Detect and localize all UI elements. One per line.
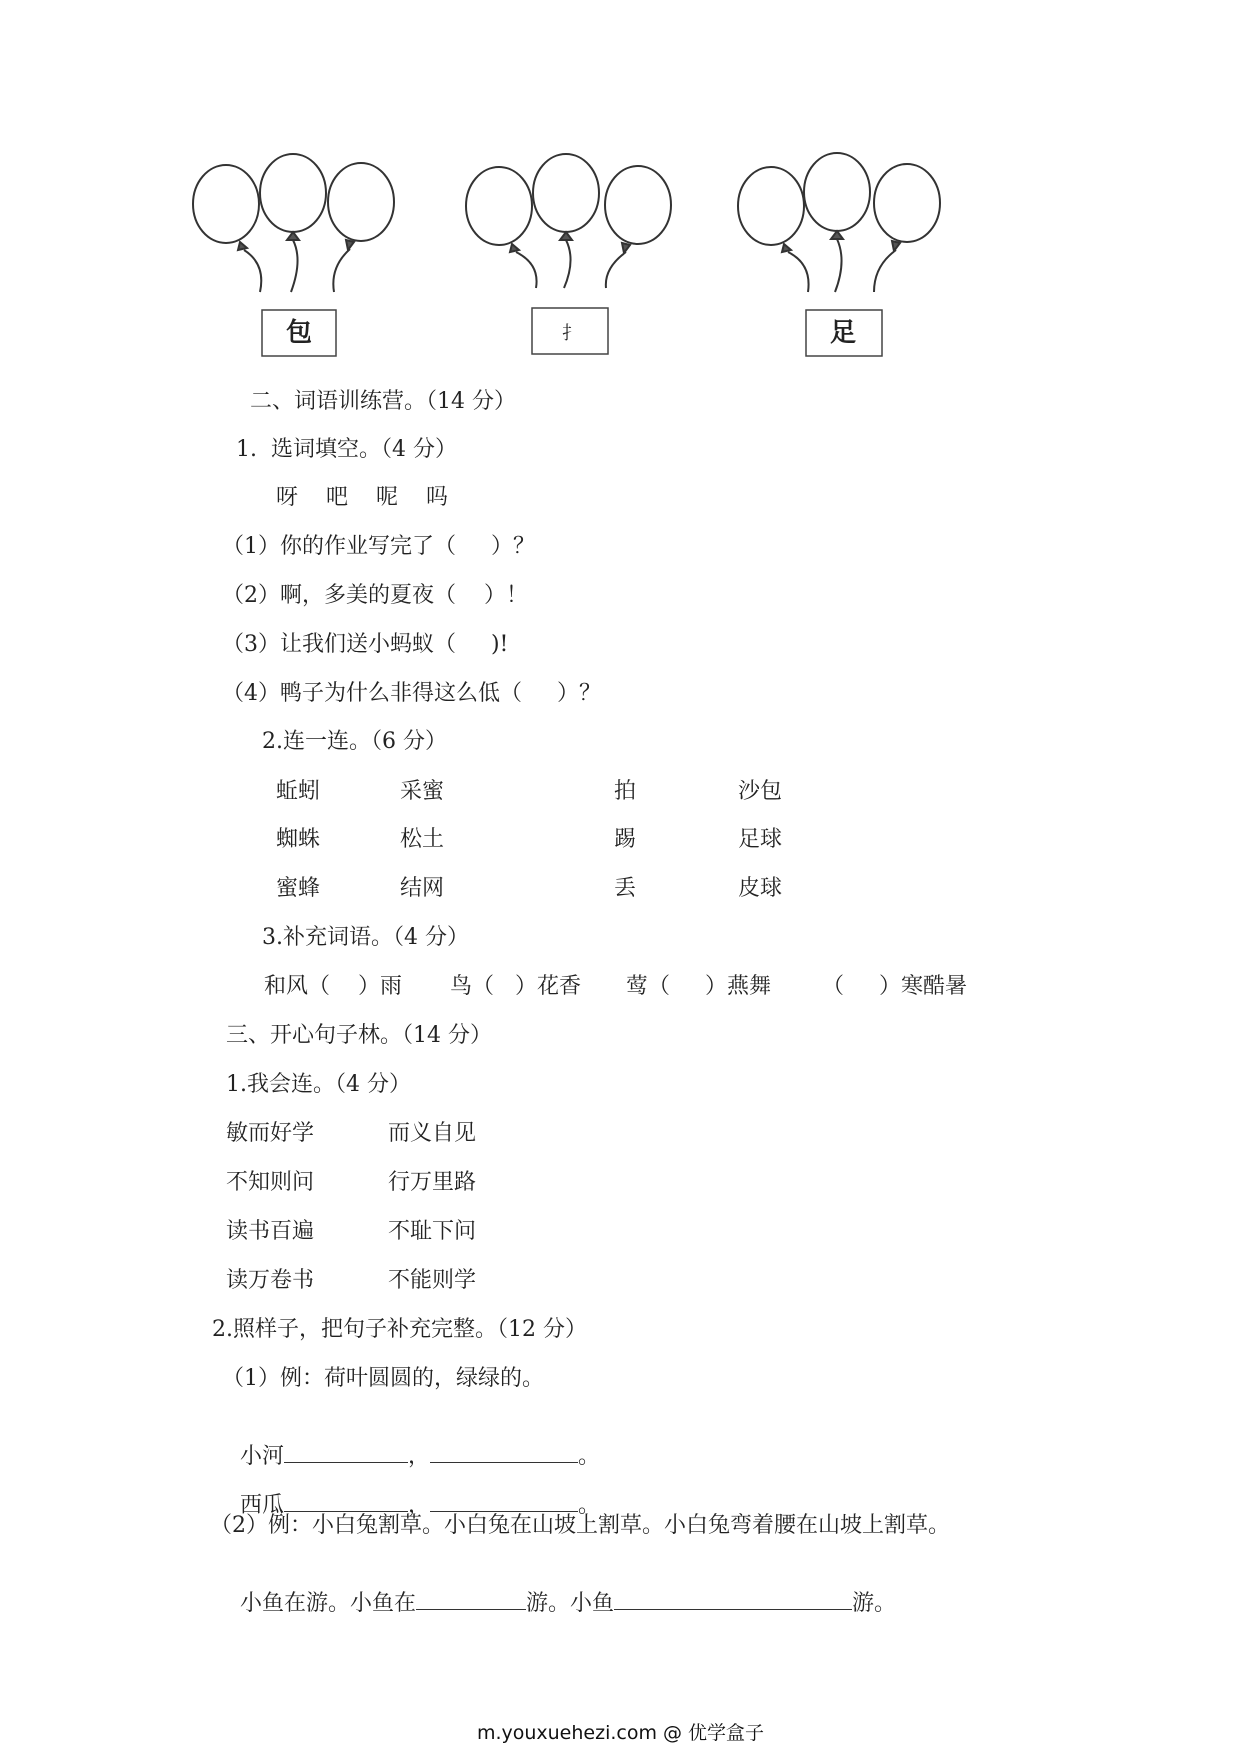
- word-option: 呢: [376, 485, 399, 510]
- proverb-right: 而义自见: [388, 1121, 477, 1146]
- balloon-illustration: [0, 0, 1241, 380]
- match-word: 蜜蜂: [276, 876, 321, 901]
- fill-blank-item: （3）让我们送小蚂蚁（ )!: [222, 632, 509, 657]
- section2-q1-title: 1. 选词填空。（4 分）: [236, 437, 457, 462]
- blank[interactable]: [284, 1491, 408, 1512]
- blank[interactable]: [284, 1442, 408, 1463]
- idiom-item: 莺（ ）燕舞: [626, 974, 771, 999]
- answer-line-3: 小鱼在游。小鱼在 游。小鱼 游。: [240, 1591, 897, 1616]
- match-word: 松土: [400, 827, 445, 852]
- proverb-left: 敏而好学: [226, 1121, 315, 1146]
- match-word: 皮球: [738, 876, 783, 901]
- word-option: 呀: [276, 485, 299, 510]
- fill-blank-item: （4）鸭子为什么非得这么低（ ）？: [222, 681, 601, 706]
- match-word: 踢: [614, 827, 637, 852]
- section2-title: 二、词语训练营。（14 分）: [250, 389, 516, 414]
- proverb-left: 读万卷书: [226, 1268, 315, 1293]
- fill-blank-item: （1）你的作业写完了（ ）？: [222, 534, 535, 559]
- idiom-item: 鸟（ ）花香: [450, 974, 581, 999]
- match-word: 沙包: [738, 779, 783, 804]
- blank[interactable]: [430, 1442, 578, 1463]
- section3-q2-title: 2.照样子，把句子补充完整。（12 分）: [212, 1317, 587, 1342]
- answer-line-2: 西瓜 ， 。: [240, 1493, 601, 1518]
- balloon-box-char-3: 足: [830, 318, 857, 348]
- proverb-left: 不知则问: [226, 1170, 315, 1195]
- match-word: 蜘蛛: [276, 827, 321, 852]
- word-option: 吗: [426, 485, 449, 510]
- idiom-item: 和风（ ）雨: [264, 974, 402, 999]
- answer-line-1: 小河 ， 。: [240, 1444, 601, 1469]
- word-option: 吧: [326, 485, 349, 510]
- section3-title: 三、开心句子林。（14 分）: [226, 1023, 492, 1048]
- match-word: 足球: [738, 827, 783, 852]
- idiom-item: （ ）寒酷暑: [822, 974, 967, 999]
- match-word: 采蜜: [400, 779, 445, 804]
- line-start: 西瓜: [240, 1493, 285, 1518]
- section2-q2-title: 2.连一连。（6 分）: [262, 729, 447, 754]
- balloon-box-char-2: 扌: [562, 323, 580, 344]
- footer-watermark: m.youxuehezi.com @ 优学盒子: [476, 1722, 765, 1744]
- proverb-left: 读书百遍: [226, 1219, 315, 1244]
- match-word: 结网: [400, 876, 445, 901]
- section3-q1-title: 1.我会连。（4 分）: [226, 1072, 411, 1097]
- match-word: 丢: [614, 876, 637, 901]
- balloon-box-char-1: 包: [286, 318, 313, 348]
- match-word: 拍: [614, 779, 637, 804]
- proverb-right: 不能则学: [388, 1268, 477, 1293]
- example-2: （2）例：小白兔割草。小白兔在山坡上割草。小白兔弯着腰在山坡上割草。: [210, 1513, 950, 1538]
- section2-q3-title: 3.补充词语。（4 分）: [262, 925, 469, 950]
- match-word: 蚯蚓: [276, 779, 321, 804]
- proverb-right: 不耻下问: [388, 1219, 477, 1244]
- blank[interactable]: [416, 1589, 526, 1610]
- proverb-right: 行万里路: [388, 1170, 477, 1195]
- example-1: （1）例：荷叶圆圆的，绿绿的。: [222, 1366, 544, 1391]
- fill-blank-item: （2）啊，多美的夏夜（ ）！: [222, 583, 528, 608]
- line-start: 小河: [240, 1444, 285, 1469]
- blank[interactable]: [430, 1491, 578, 1512]
- blank[interactable]: [614, 1589, 852, 1610]
